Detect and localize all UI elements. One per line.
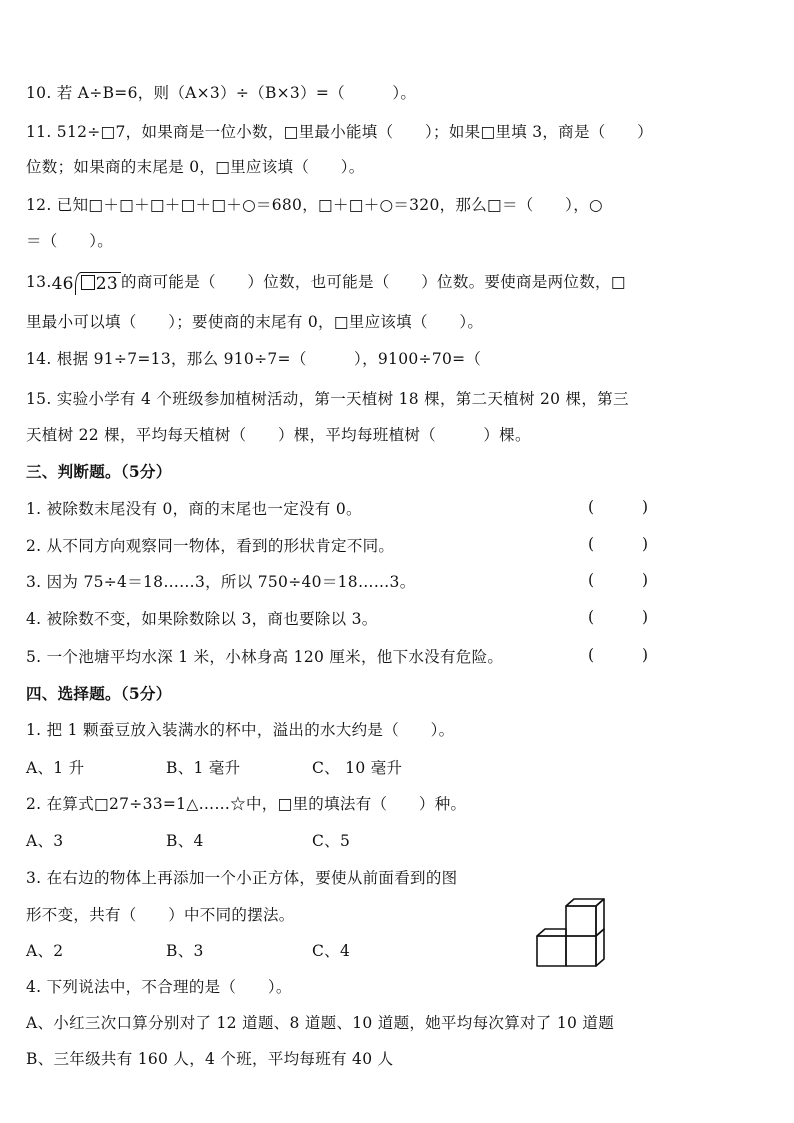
option-b: B、4: [166, 832, 204, 850]
judge-item-5: 5. 一个池塘平均水深 1 米，小林身高 120 厘米，他下水没有危险。: [26, 648, 504, 666]
choice-question-4: 4. 下列说法中，不合理的是（ ）。: [26, 978, 292, 996]
answer-paren-1: ( ): [588, 498, 648, 516]
question-11-line2: 位数；如果商的末尾是 0，□里应该填（ ）。: [26, 158, 365, 176]
question-10: 10. 若 A÷B=6，则（A×3）÷（B×3）=（ ）。: [26, 84, 417, 102]
question-12-line1: 12. 已知□＋□＋□＋□＋□＋○＝680，□＋□＋○＝320，那么□＝（ ），○: [26, 196, 603, 214]
option-b: B、3: [166, 942, 204, 960]
section-3-title: 三、判断题。（5分）: [26, 462, 172, 481]
answer-paren-5: ( ): [588, 646, 648, 664]
question-15-line1: 15. 实验小学有 4 个班级参加植树活动，第一天植树 18 棵，第二天植树 20 棵，第三: [26, 390, 629, 408]
choice-question-3-line2: 形不变，共有（ ）中不同的摆法。: [26, 906, 295, 924]
question-13-number: 13.: [26, 273, 52, 291]
judge-item-1: 1. 被除数末尾没有 0，商的末尾也一定没有 0。: [26, 500, 362, 518]
dividend: 23: [75, 272, 121, 295]
question-13-line2: 里最小可以填（ ）；要使商的末尾有 0，□里应该填（ ）。: [26, 313, 484, 331]
option-a: A、2: [26, 942, 64, 960]
choice-question-2: 2. 在算式□27÷33=1△……☆中，□里的填法有（ ）种。: [26, 795, 467, 813]
question-11-line1: 11. 512÷□7，如果商是一位小数，□里最小能填（ ）；如果□里填 3，商是（ ）: [26, 123, 653, 141]
question-13-line1: [26, 271, 626, 295]
section-4-title: 四、选择题。（5分）: [26, 684, 172, 703]
choice-question-1: 1. 把 1 颗蚕豆放入装满水的杯中，溢出的水大约是（ ）。: [26, 721, 455, 739]
question-15-line2: 天植树 22 棵，平均每天植树（ ）棵，平均每班植树（ ）棵。: [26, 426, 531, 444]
option-a: A、3: [26, 832, 64, 850]
choice-4-option-a: A、小红三次口算分别对了 12 道题、8 道题、10 道题，她平均每次算对了 10 道题: [26, 1014, 614, 1032]
answer-paren-3: ( ): [588, 571, 648, 589]
option-a: A、1 升: [26, 759, 85, 777]
question-13-text: 的商可能是（ ）位数，也可能是（ ）位数。要使商是两位数，□: [121, 273, 626, 291]
divisor: 46: [51, 273, 74, 294]
judge-item-2: 2. 从不同方向观察同一物体，看到的形状肯定不同。: [26, 537, 395, 555]
choice-2-options: [26, 830, 350, 852]
choice-3-options: [26, 940, 350, 962]
option-b: B、1 毫升: [166, 759, 241, 777]
long-division-figure: [52, 272, 121, 295]
blank-box: [81, 275, 95, 290]
answer-paren-2: ( ): [588, 535, 648, 553]
question-12-line2: ＝（ ）。: [26, 232, 114, 250]
answer-paren-4: ( ): [588, 608, 648, 626]
choice-1-options: [26, 757, 402, 779]
judge-item-4: 4. 被除数不变，如果除数除以 3，商也要除以 3。: [26, 610, 378, 628]
choice-4-option-b: B、三年级共有 160 人，4 个班，平均每班有 40 人: [26, 1050, 394, 1068]
option-c: C、4: [312, 942, 351, 960]
judge-item-3: 3. 因为 75÷4＝18……3，所以 750÷40＝18……3。: [26, 573, 416, 591]
stacked-cubes-icon: [536, 898, 608, 968]
option-c: C、 10 毫升: [312, 759, 403, 777]
option-c: C、5: [312, 832, 351, 850]
choice-question-3-line1: 3. 在右边的物体上再添加一个小正方体，要使从前面看到的图: [26, 869, 458, 887]
question-14: 14. 根据 91÷7=13，那么 910÷7=（ ），9100÷70=（: [26, 350, 482, 368]
